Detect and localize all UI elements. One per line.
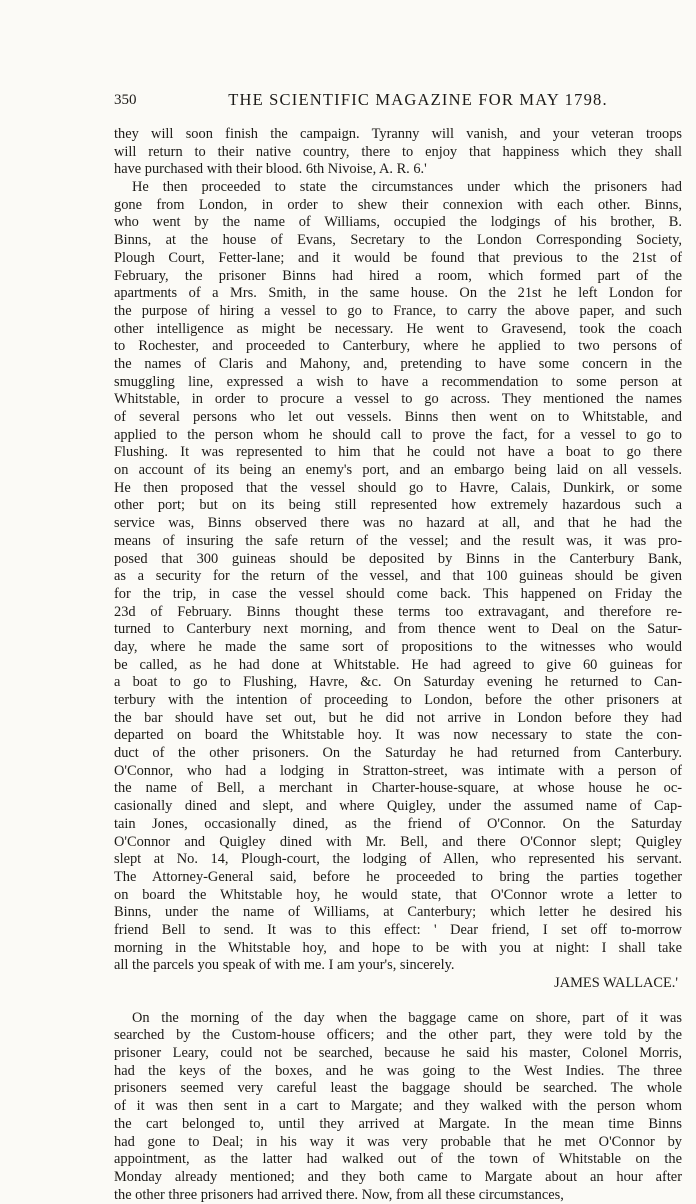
text-line: who went by the name of Williams, occupied the lodgings of his brother, B. <box>114 214 682 231</box>
text-line: He then proceeded to state the circumstances under which the prisoners had <box>132 179 682 196</box>
text-line: Flushing. It was represented to him that he could not have a boat to go there <box>114 444 682 461</box>
text-line: they will soon finish the campaign. Tyranny will vanish, and your veteran troops <box>114 126 682 142</box>
text-line: Plough Court, Fetter-lane; and it would be found that previous to the 21st of <box>114 249 682 266</box>
text-line: Whitstable, in order to procure a vessel to go across. They mentioned the names <box>114 391 682 408</box>
text-line: all the parcels you speak of with me. I am your's, sincerely. <box>114 957 455 974</box>
text-line: The Attorney-General said, before he proceeded to bring the parties together <box>114 868 682 885</box>
text-line: On the morning of the day when the baggage came on shore, part of it was <box>132 1009 682 1026</box>
text-line: apartments of a Mrs. Smith, in the same house. On the 21st he left London for <box>114 285 682 302</box>
page-header <box>114 90 682 116</box>
text-line: morning in the Whitstable hoy, and hope to be with you at night: I shall take <box>114 939 682 956</box>
text-line: the cart belonged to, until they arrived at Margate. In the mean time Binns <box>114 1115 682 1132</box>
text-line: gone from London, in order to shew their connexion with each other. Binns, <box>114 196 682 213</box>
text-line: other intelligence as might be necessary. He went to Gravesend, took the coach <box>114 320 682 337</box>
article-body <box>114 126 682 1204</box>
text-line: means of insuring the safe return of the vessel; and the result was, it was pro- <box>114 532 682 549</box>
text-line: posed that 300 guineas should be deposited by Binns in the Canterbury Bank, <box>114 550 682 567</box>
text-line: on board the Whitstable hoy, he would state, that O'Connor wrote a letter to <box>114 886 682 903</box>
text-line: the other three prisoners had arrived there. Now, from all these circumstances, <box>114 1186 564 1203</box>
text-line: have purchased with their blood. 6th Nivoise, A. R. 6.' <box>114 161 427 178</box>
text-line: as a security for the return of the vessel, and that 100 guineas should be given <box>114 568 682 585</box>
page-number: 350 <box>114 92 137 108</box>
text-line: departed on board the Whitstable hoy. It was now necessary to state the con- <box>114 727 682 744</box>
text-line: the bar should have set out, but he did not arrive in London before they had <box>114 709 682 726</box>
text-line: prisoner Leary, could not be searched, because he said his master, Colonel Morris, <box>114 1045 682 1062</box>
text-line: had gone to Deal; in his way it was very probable that he met O'Connor by <box>114 1133 682 1150</box>
text-line: smuggling line, expressed a wish to have a recommendation to some person at <box>114 373 682 390</box>
text-line: February, the prisoner Binns had hired a room, which formed part of the <box>114 267 682 284</box>
text-line: slept at No. 14, Plough-court, the lodging of Allen, who represented his servant. <box>114 851 682 868</box>
text-line: of it was then sent in a cart to Margate; and they walked with the person whom <box>114 1098 682 1115</box>
paragraph-gap <box>114 993 682 1010</box>
text-line: tain Jones, occasionally dined, as the friend of O'Connor. On the Saturday <box>114 815 682 832</box>
text-line: Binns, at the house of Evans, Secretary to the London Corresponding Society, <box>114 232 682 249</box>
text-line: of several persons who let out vessels. Binns then went on to Whitstable, and <box>114 409 682 425</box>
text-line: other port; but on its being still represented how extremely hazardous such a <box>114 497 682 514</box>
text-line: a boat to go to Flushing, Havre, &c. On Saturday evening he returned to Can- <box>114 674 682 691</box>
text-line: O'Connor and Quigley dined with Mr. Bell, and there O'Connor slept; Quigley <box>114 833 682 850</box>
text-line: for the trip, in case the vessel should come back. This happened on Friday the <box>114 585 682 602</box>
text-line: appointment, as the latter had walked out of the town of Whitstable on the <box>114 1151 682 1168</box>
text-line: be called, as he had done at Whitstable. He had agreed to give 60 guineas for <box>114 656 682 673</box>
text-line: searched by the Custom-house officers; and the other part, they were told by the <box>114 1027 682 1044</box>
text-line: 23d of February. Binns thought these terms too extravagant, and therefore re- <box>114 603 682 620</box>
signature: JAMES WALLACE.' <box>554 975 678 991</box>
text-line: had the keys of the boxes, and he was going to the West Indies. The three <box>114 1062 682 1079</box>
text-line: applied to the person whom he should call to prove the fact, for a vessel to go to <box>114 426 682 443</box>
text-line: turned to Canterbury next morning, and from thence went to Deal on the Satur- <box>114 621 682 638</box>
paragraph <box>114 1010 682 1204</box>
text-line: He then proposed that the vessel should go to Havre, Calais, Dunkirk, or some <box>114 479 682 496</box>
paragraph <box>114 126 682 179</box>
text-line: prisoners seemed very careful least the baggage should be searched. The whole <box>114 1080 682 1097</box>
text-line: duct of the other prisoners. On the Saturday he had returned from Canterbury. <box>114 745 682 762</box>
text-line: will return to their native country, there to enjoy that happiness which they shall <box>114 143 682 160</box>
text-line: Binns, under the name of Williams, at Canterbury; which letter he desired his <box>114 904 682 921</box>
paragraph <box>114 179 682 1010</box>
text-line: the names of Claris and Mahony, and, pretending to have some concern in the <box>114 355 682 372</box>
running-title: THE SCIENTIFIC MAGAZINE FOR MAY 1798. <box>228 90 608 109</box>
text-line: to Rochester, and proceeded to Canterbury, where he applied to two persons of <box>114 338 682 355</box>
text-line: the name of Bell, a merchant in Charter-house-square, at whose house he oc- <box>114 780 682 797</box>
text-line: on account of its being an enemy's port, and an embargo being laid on all vessels. <box>114 462 682 479</box>
text-line: the purpose of hiring a vessel to go to France, to carry the above paper, and such <box>114 302 682 319</box>
text-line: casionally dined and slept, and where Quigley, under the assumed name of Cap- <box>114 798 682 815</box>
text-line: terbury with the intention of proceeding to London, before the other prisoners at <box>114 692 682 708</box>
text-line: O'Connor, who had a lodging in Stratton-street, was intimate with a person of <box>114 762 682 779</box>
text-line: service was, Binns observed there was no hazard at all, and that he had the <box>114 515 682 532</box>
text-line: friend Bell to send. It was to this effect: ' Dear friend, I set off to-morrow <box>114 921 682 938</box>
text-line: Monday already mentioned; and they both came to Margate about an hour after <box>114 1168 682 1185</box>
text-line: day, where he made the same sort of propositions to the witnesses who would <box>114 638 682 655</box>
